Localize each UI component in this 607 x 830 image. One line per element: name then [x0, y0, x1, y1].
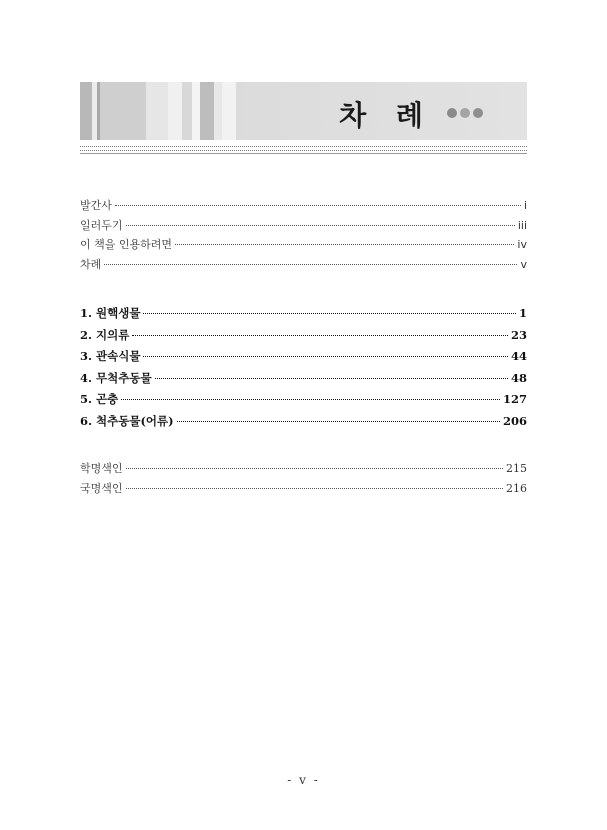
chapter-label: 6. 척추동물(어류)	[80, 413, 174, 428]
dot-leader	[143, 356, 508, 357]
index-page: 215	[506, 462, 527, 475]
dot-leader	[132, 335, 508, 336]
toc-entry[interactable]	[80, 236, 527, 256]
toc-entry-page: iii	[517, 218, 527, 232]
dot-leader	[155, 378, 508, 379]
chapter-entry[interactable]	[80, 348, 527, 370]
banner-stripe	[192, 82, 200, 140]
chapter-entry[interactable]	[80, 305, 527, 327]
toc-entry-page: v	[520, 257, 527, 271]
chapter-page: 1	[518, 306, 527, 320]
divider	[80, 153, 527, 154]
chapter-page: 48	[510, 370, 527, 385]
chapter-label: 1. 원핵생물	[80, 306, 141, 320]
chapter-label: 3. 관속식물	[80, 349, 141, 364]
banner-stripe	[200, 82, 214, 140]
chapter-list	[80, 305, 527, 435]
chapter-page: 23	[510, 327, 527, 342]
dot-leader	[126, 225, 515, 226]
chapter-entry[interactable]	[80, 391, 527, 413]
dot-leader	[115, 205, 521, 206]
chapter-page: 127	[502, 392, 527, 407]
banner-stripe	[168, 82, 182, 140]
divider	[80, 146, 527, 147]
dot-leader	[177, 421, 500, 422]
dot-leader	[143, 313, 516, 314]
chapter-page: 44	[510, 349, 527, 364]
index-list	[80, 460, 527, 500]
chapter-label: 2. 지의류	[80, 327, 130, 342]
index-label: 국명색인	[80, 482, 123, 495]
dot-leader	[126, 468, 503, 469]
decorative-dots-icon	[447, 108, 483, 118]
banner-stripe	[80, 82, 92, 140]
divider	[80, 150, 527, 151]
banner-stripe	[146, 82, 168, 140]
title-banner	[80, 82, 527, 140]
dot-icon	[447, 108, 457, 118]
index-page: 216	[506, 482, 527, 495]
toc-entry[interactable]	[80, 217, 527, 237]
dot-leader	[121, 399, 500, 400]
dot-leader	[126, 488, 503, 489]
index-entry[interactable]	[80, 460, 527, 480]
banner-stripe	[222, 82, 236, 140]
toc-entry[interactable]	[80, 197, 527, 217]
dot-leader	[104, 264, 517, 265]
chapter-entry[interactable]	[80, 370, 527, 392]
index-label: 학명색인	[80, 462, 123, 475]
index-entry[interactable]	[80, 480, 527, 500]
toc-entry[interactable]	[80, 256, 527, 276]
banner-stripe	[182, 82, 192, 140]
banner-stripe	[100, 82, 146, 140]
dot-icon	[460, 108, 470, 118]
dot-leader	[175, 244, 514, 245]
chapter-label: 4. 무척추동물	[80, 370, 152, 385]
chapter-page: 206	[502, 413, 527, 428]
chapter-entry[interactable]	[80, 327, 527, 349]
page-number: - v -	[287, 773, 320, 787]
toc-entry-label: 차례	[80, 257, 102, 271]
dot-icon	[473, 108, 483, 118]
banner-stripe	[214, 82, 222, 140]
toc-entry-label: 발간사	[80, 199, 112, 212]
chapter-label: 5. 곤충	[80, 392, 119, 407]
toc-entry-page: i	[523, 199, 527, 212]
front-matter-list	[80, 197, 527, 275]
toc-entry-label: 일러두기	[80, 218, 123, 232]
toc-entry-page: iv	[517, 238, 527, 251]
page-title: 차 례	[339, 99, 433, 132]
toc-entry-label: 이 책을 인용하려면	[80, 238, 173, 251]
chapter-entry[interactable]	[80, 413, 527, 435]
